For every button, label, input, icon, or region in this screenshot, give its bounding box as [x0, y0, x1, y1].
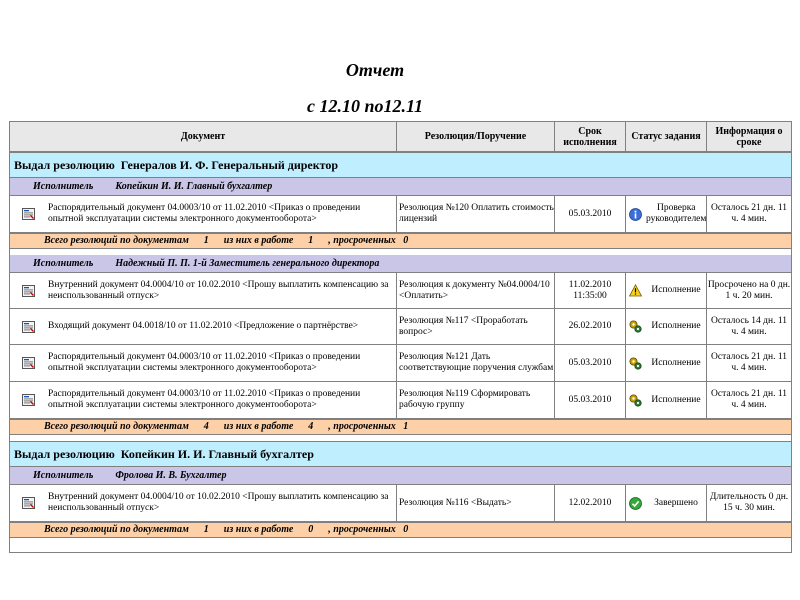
document-cell[interactable]: [10, 485, 397, 521]
issuer-name: Копейкин И. И. Главный бухгалтер: [120, 447, 314, 461]
resolution-text: Резолюция №121 Дать соответствующие поручения службам: [399, 352, 554, 373]
document-icon[interactable]: [22, 208, 35, 220]
term-text: 11.02.2010 11:35:00: [568, 279, 612, 301]
executor-label: Исполнитель: [33, 181, 94, 192]
document-icon[interactable]: [22, 394, 35, 406]
column-header-info[interactable]: Информация о сроке: [715, 125, 783, 148]
term-text: 05.03.2010: [568, 394, 612, 405]
column-header-document[interactable]: Документ: [10, 122, 397, 151]
table-header: [10, 122, 791, 152]
document-link[interactable]: Распорядительный документ 04.0003/10 от 11.02.2010 <Приказ о проведении опытной эксплуатации системы электронного документооборота>: [48, 352, 361, 373]
resolution-text: Резолюция №119 Сформировать рабочую группу: [399, 389, 531, 410]
executor-name: Надежный П. П. 1-й Заместитель генерального директора: [115, 258, 380, 269]
info-text: Осталось 21 дн. 11 ч. 4 мин.: [711, 352, 787, 373]
issuer-row: [10, 152, 791, 178]
executor-row: [10, 467, 791, 485]
resolution-cell[interactable]: [397, 309, 555, 344]
report-title: Отчет: [345, 60, 405, 80]
table-row[interactable]: [10, 382, 791, 419]
info-text: Осталось 21 дн. 11 ч. 4 мин.: [711, 203, 787, 224]
term-text: 26.02.2010: [568, 321, 612, 331]
resolution-text: Резолюция №117 <Проработать вопрос>: [399, 315, 528, 337]
document-cell[interactable]: [10, 273, 397, 308]
resolution-cell[interactable]: [397, 345, 555, 381]
status-cell: [626, 485, 707, 521]
status-text: Проверка руководителем: [646, 203, 707, 224]
resolution-cell[interactable]: [397, 273, 555, 308]
executor-total: Всего резолюций по документам 4 из них в работе 4 , просроченных 1: [10, 419, 791, 435]
info-text: Длительность 0 дн. 15 ч. 30 мин.: [709, 492, 789, 513]
table-row[interactable]: [10, 485, 791, 522]
gears-icon: [629, 394, 642, 407]
info-cell: [707, 196, 791, 232]
issuer-name: Генералов И. Ф. Генеральный директор: [120, 158, 339, 172]
document-link[interactable]: Входящий документ 04.0018/10 от 11.02.2010 <Предложение о партнёрстве>: [48, 321, 359, 331]
executor-name: Копейкин И. И. Главный бухгалтер: [115, 181, 273, 192]
document-icon[interactable]: [22, 285, 35, 297]
term-text: 12.02.2010: [568, 497, 612, 508]
document-cell[interactable]: [10, 309, 397, 344]
executor-name: Фролова И. В. Бухгалтер: [115, 470, 227, 481]
status-text: Исполнение: [651, 357, 701, 368]
status-text: Завершено: [654, 497, 698, 508]
term-cell: [555, 485, 626, 521]
document-cell[interactable]: [10, 382, 397, 418]
info-text: Осталось 21 дн. 11 ч. 4 мин.: [711, 389, 787, 410]
issuer-label: Выдал резолюцию: [14, 447, 115, 461]
executor-total: Всего резолюций по документам 1 из них в работе 1 , просроченных 0: [10, 233, 791, 249]
executor-label: Исполнитель: [33, 470, 94, 481]
resolution-text: Резолюция №116 <Выдать>: [399, 497, 512, 508]
term-cell: [555, 273, 626, 308]
table-row[interactable]: [10, 196, 791, 233]
issuer-row: [10, 441, 791, 467]
executor-label: Исполнитель: [33, 258, 94, 269]
status-cell: [626, 345, 707, 381]
info-cell: [707, 382, 791, 418]
document-cell[interactable]: [10, 196, 397, 232]
column-header-term[interactable]: Срок исполнения: [555, 122, 626, 151]
executor-row: [10, 178, 791, 196]
document-link[interactable]: Распорядительный документ 04.0003/10 от 11.02.2010 <Приказ о проведении опытной эксплуатации системы электронного документооборота>: [48, 203, 361, 224]
document-link[interactable]: Внутренний документ 04.0004/10 от 10.02.2010 <Прошу выплатить компенсацию за неиспользованный отпуск>: [48, 279, 389, 301]
info-icon: [629, 208, 642, 221]
issuer-label: Выдал резолюцию: [14, 158, 115, 172]
table-row[interactable]: [10, 345, 791, 382]
warning-icon: [629, 284, 642, 297]
info-text: Просрочено на 0 дн. 1 ч. 20 мин.: [707, 279, 791, 301]
resolution-text: Резолюция к документу №04.0004/10 <Оплатить>: [399, 279, 550, 301]
status-cell: [626, 273, 707, 308]
check-icon: [629, 497, 642, 510]
executor-total: Всего резолюций по документам 1 из них в работе 0 , просроченных 0: [10, 522, 791, 538]
term-text: 05.03.2010: [568, 208, 612, 219]
table-row[interactable]: [10, 273, 791, 309]
resolution-cell[interactable]: [397, 382, 555, 418]
term-cell: [555, 382, 626, 418]
document-link[interactable]: Распорядительный документ 04.0003/10 от 11.02.2010 <Приказ о проведении опытной эксплуатации системы электронного документооборота>: [48, 389, 361, 410]
column-header-resolution[interactable]: Резолюция/Поручение: [397, 122, 555, 151]
info-cell: [707, 309, 791, 344]
term-text: 05.03.2010: [568, 357, 612, 368]
document-cell[interactable]: [10, 345, 397, 381]
status-text: Исполнение: [651, 394, 701, 405]
column-header-status[interactable]: Статус задания: [626, 122, 707, 151]
document-link[interactable]: Внутренний документ 04.0004/10 от 10.02.2010 <Прошу выплатить компенсацию за неиспользованный отпуск>: [48, 492, 389, 513]
document-icon[interactable]: [22, 357, 35, 369]
executor-row: [10, 255, 791, 273]
gears-icon: [629, 320, 642, 333]
term-cell: [555, 196, 626, 232]
document-icon[interactable]: [22, 497, 35, 509]
info-cell: [707, 273, 791, 308]
resolution-cell[interactable]: [397, 485, 555, 521]
report-period: с 12.10 по12.11: [306, 96, 423, 116]
status-cell: [626, 196, 707, 232]
resolution-cell[interactable]: [397, 196, 555, 232]
table-row[interactable]: [10, 309, 791, 345]
report-table: [9, 121, 792, 553]
info-text: Осталось 14 дн. 11 ч. 4 мин.: [711, 315, 787, 337]
status-text: Исполнение: [651, 321, 701, 331]
document-icon[interactable]: [22, 321, 35, 333]
status-cell: [626, 382, 707, 418]
term-cell: [555, 345, 626, 381]
info-cell: [707, 345, 791, 381]
info-cell: [707, 485, 791, 521]
resolution-text: Резолюция №120 Оплатить стоимость лицензий: [399, 203, 554, 224]
status-text: Исполнение: [651, 285, 701, 295]
gears-icon: [629, 357, 642, 370]
status-cell: [626, 309, 707, 344]
term-cell: [555, 309, 626, 344]
